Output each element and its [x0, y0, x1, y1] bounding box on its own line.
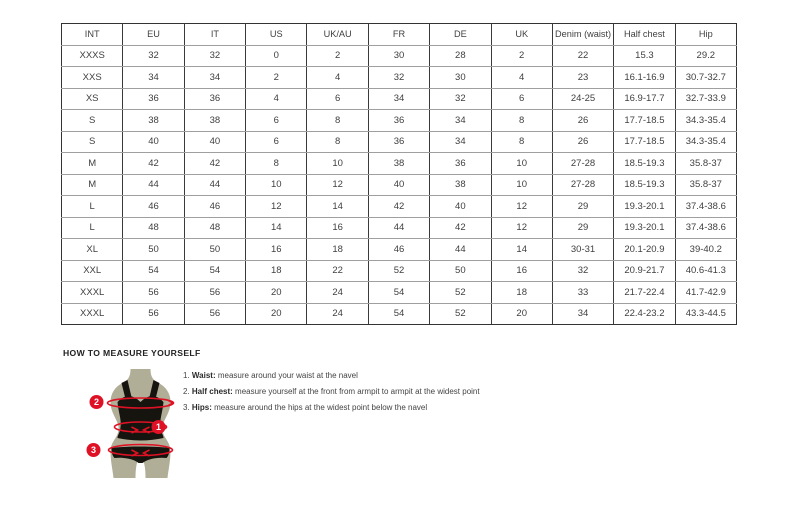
- measure-step: [183, 387, 480, 396]
- size-cell: 0: [246, 45, 307, 67]
- size-cell: 52: [430, 282, 491, 304]
- size-cell: 12: [491, 217, 552, 239]
- size-cell: 32: [184, 45, 245, 67]
- badge-waist-number: 1: [155, 422, 162, 433]
- size-cell: 14: [246, 217, 307, 239]
- size-cell: 27-28: [552, 153, 613, 175]
- size-cell: 26: [552, 110, 613, 132]
- size-cell: 6: [246, 131, 307, 153]
- size-cell: XXXL: [62, 282, 123, 304]
- size-cell: XXL: [62, 260, 123, 282]
- size-cell: 2: [307, 45, 368, 67]
- size-table-body: [62, 45, 737, 325]
- size-cell: 23: [552, 67, 613, 89]
- size-table: [61, 23, 737, 325]
- size-cell: 28: [430, 45, 491, 67]
- size-cell: 30-31: [552, 239, 613, 261]
- size-cell: 37.4-38.6: [675, 217, 736, 239]
- measure-step-label: Hips:: [191, 403, 212, 412]
- size-cell: 43.3-44.5: [675, 303, 736, 325]
- size-cell: 36: [123, 88, 184, 110]
- size-cell: 50: [184, 239, 245, 261]
- size-cell: 14: [491, 239, 552, 261]
- size-cell: 8: [246, 153, 307, 175]
- size-cell: 15.3: [614, 45, 675, 67]
- size-cell: 52: [368, 260, 429, 282]
- size-cell: 38: [368, 153, 429, 175]
- size-col-header: UK: [491, 24, 552, 46]
- size-cell: 30: [430, 67, 491, 89]
- size-cell: 6: [246, 110, 307, 132]
- size-cell: 20: [246, 303, 307, 325]
- size-cell: 36: [368, 131, 429, 153]
- size-cell: 10: [491, 153, 552, 175]
- size-cell: M: [62, 174, 123, 196]
- size-cell: 42: [430, 217, 491, 239]
- size-cell: 24: [307, 282, 368, 304]
- size-cell: S: [62, 131, 123, 153]
- size-cell: 8: [491, 131, 552, 153]
- size-cell: L: [62, 217, 123, 239]
- size-cell: 32: [430, 88, 491, 110]
- size-table-row: [62, 239, 737, 261]
- size-cell: 32: [123, 45, 184, 67]
- size-col-header: Denim (waist): [552, 24, 613, 46]
- measure-step: [183, 403, 480, 412]
- size-cell: 40: [123, 131, 184, 153]
- size-cell: 54: [368, 282, 429, 304]
- size-cell: 37.4-38.6: [675, 196, 736, 218]
- measure-section-heading: HOW TO MEASURE YOURSELF: [63, 348, 201, 358]
- size-cell: 20.9-21.7: [614, 260, 675, 282]
- size-cell: 19.3-20.1: [614, 196, 675, 218]
- size-cell: 39-40.2: [675, 239, 736, 261]
- size-cell: 38: [430, 174, 491, 196]
- size-cell: 46: [184, 196, 245, 218]
- size-cell: 22: [307, 260, 368, 282]
- size-table-row: [62, 131, 737, 153]
- size-cell: XXXS: [62, 45, 123, 67]
- size-cell: 54: [184, 260, 245, 282]
- size-cell: 41.7-42.9: [675, 282, 736, 304]
- size-table-row: [62, 303, 737, 325]
- size-cell: XL: [62, 239, 123, 261]
- size-table-row: [62, 217, 737, 239]
- size-cell: 35.8-37: [675, 174, 736, 196]
- size-cell: 17.7-18.5: [614, 131, 675, 153]
- size-cell: 40: [184, 131, 245, 153]
- size-table-row: [62, 153, 737, 175]
- size-cell: 2: [491, 45, 552, 67]
- size-cell: XS: [62, 88, 123, 110]
- size-col-header: UK/AU: [307, 24, 368, 46]
- size-cell: 35.8-37: [675, 153, 736, 175]
- size-cell: 32: [552, 260, 613, 282]
- size-cell: 52: [430, 303, 491, 325]
- size-cell: XXS: [62, 67, 123, 89]
- measure-step-text: measure around the hips at the widest point below the navel: [211, 403, 428, 412]
- size-table-row: [62, 282, 737, 304]
- size-cell: 27-28: [552, 174, 613, 196]
- size-cell: 12: [307, 174, 368, 196]
- size-cell: 18: [491, 282, 552, 304]
- size-cell: 22.4-23.2: [614, 303, 675, 325]
- size-cell: 40.6-41.3: [675, 260, 736, 282]
- size-cell: 16.1-16.9: [614, 67, 675, 89]
- size-col-header: EU: [123, 24, 184, 46]
- size-cell: 44: [123, 174, 184, 196]
- size-cell: 16: [307, 217, 368, 239]
- size-cell: 50: [123, 239, 184, 261]
- measure-step-label: Waist:: [191, 371, 216, 380]
- size-cell: 38: [184, 110, 245, 132]
- size-table-head: [62, 24, 737, 46]
- size-cell: L: [62, 196, 123, 218]
- size-cell: 40: [368, 174, 429, 196]
- size-cell: 30: [368, 45, 429, 67]
- size-cell: 44: [368, 217, 429, 239]
- size-cell: 8: [307, 110, 368, 132]
- size-cell: 42: [123, 153, 184, 175]
- size-cell: 34: [552, 303, 613, 325]
- measure-step-number: 2.: [183, 387, 192, 396]
- size-cell: 16: [491, 260, 552, 282]
- size-col-header: Half chest: [614, 24, 675, 46]
- size-cell: 40: [430, 196, 491, 218]
- size-col-header: DE: [430, 24, 491, 46]
- size-cell: 8: [307, 131, 368, 153]
- size-cell: 30.7-32.7: [675, 67, 736, 89]
- measure-step-text: measure around your waist at the navel: [215, 371, 358, 380]
- size-col-header: US: [246, 24, 307, 46]
- size-cell: 46: [123, 196, 184, 218]
- size-cell: 18: [246, 260, 307, 282]
- badge-hips-number: 3: [90, 445, 97, 456]
- size-cell: 36: [430, 153, 491, 175]
- badge-chest-number: 2: [93, 397, 100, 408]
- size-cell: 42: [184, 153, 245, 175]
- measure-step: [183, 371, 480, 380]
- size-cell: 22: [552, 45, 613, 67]
- size-cell: 10: [246, 174, 307, 196]
- measure-step-number: 1.: [183, 371, 192, 380]
- size-cell: 18.5-19.3: [614, 174, 675, 196]
- size-cell: 46: [368, 239, 429, 261]
- size-cell: 6: [491, 88, 552, 110]
- size-cell: 34: [368, 88, 429, 110]
- measure-step-label: Half chest:: [191, 387, 233, 396]
- size-cell: 54: [123, 260, 184, 282]
- size-cell: S: [62, 110, 123, 132]
- size-table-row: [62, 174, 737, 196]
- size-cell: 18: [307, 239, 368, 261]
- size-table-row: [62, 110, 737, 132]
- size-col-header: INT: [62, 24, 123, 46]
- size-cell: 24-25: [552, 88, 613, 110]
- size-cell: 29: [552, 196, 613, 218]
- size-cell: 32.7-33.9: [675, 88, 736, 110]
- size-table-row: [62, 260, 737, 282]
- camisole-top-icon: [118, 396, 164, 441]
- size-table-row: [62, 88, 737, 110]
- size-cell: 29.2: [675, 45, 736, 67]
- size-cell: 4: [307, 67, 368, 89]
- size-cell: M: [62, 153, 123, 175]
- size-cell: 34: [123, 67, 184, 89]
- size-cell: 6: [307, 88, 368, 110]
- size-table-row: [62, 45, 737, 67]
- size-cell: 34.3-35.4: [675, 131, 736, 153]
- size-cell: 32: [368, 67, 429, 89]
- size-cell: 56: [184, 303, 245, 325]
- size-cell: 34.3-35.4: [675, 110, 736, 132]
- size-cell: 20: [246, 282, 307, 304]
- size-cell: 12: [491, 196, 552, 218]
- size-cell: 36: [184, 88, 245, 110]
- size-cell: 2: [246, 67, 307, 89]
- size-cell: 10: [491, 174, 552, 196]
- size-cell: 29: [552, 217, 613, 239]
- size-cell: 4: [491, 67, 552, 89]
- size-cell: 44: [430, 239, 491, 261]
- size-cell: 54: [368, 303, 429, 325]
- size-cell: 8: [491, 110, 552, 132]
- measure-steps: [183, 371, 480, 419]
- measure-step-text: measure yourself at the front from armpit to armpit at the widest point: [232, 387, 480, 396]
- size-col-header: Hip: [675, 24, 736, 46]
- size-cell: 14: [307, 196, 368, 218]
- size-cell: 10: [307, 153, 368, 175]
- size-cell: 48: [184, 217, 245, 239]
- size-cell: 21.7-22.4: [614, 282, 675, 304]
- size-cell: 34: [430, 110, 491, 132]
- size-cell: 19.3-20.1: [614, 217, 675, 239]
- size-cell: 42: [368, 196, 429, 218]
- size-cell: 20: [491, 303, 552, 325]
- size-cell: 34: [430, 131, 491, 153]
- size-cell: 4: [246, 88, 307, 110]
- size-cell: 20.1-20.9: [614, 239, 675, 261]
- size-cell: 36: [368, 110, 429, 132]
- size-cell: 56: [184, 282, 245, 304]
- size-cell: 26: [552, 131, 613, 153]
- size-cell: 24: [307, 303, 368, 325]
- size-cell: 16.9-17.7: [614, 88, 675, 110]
- measurement-figure: [84, 369, 197, 481]
- size-cell: 12: [246, 196, 307, 218]
- size-cell: 16: [246, 239, 307, 261]
- size-cell: 18.5-19.3: [614, 153, 675, 175]
- size-cell: 50: [430, 260, 491, 282]
- size-table-header-row: [62, 24, 737, 46]
- size-cell: 44: [184, 174, 245, 196]
- size-cell: 56: [123, 282, 184, 304]
- size-table-row: [62, 196, 737, 218]
- size-table-row: [62, 67, 737, 89]
- size-cell: 33: [552, 282, 613, 304]
- size-cell: 48: [123, 217, 184, 239]
- size-cell: 34: [184, 67, 245, 89]
- size-cell: 56: [123, 303, 184, 325]
- size-cell: 38: [123, 110, 184, 132]
- size-cell: 17.7-18.5: [614, 110, 675, 132]
- size-col-header: IT: [184, 24, 245, 46]
- measure-step-number: 3.: [183, 403, 192, 412]
- size-cell: XXXL: [62, 303, 123, 325]
- size-col-header: FR: [368, 24, 429, 46]
